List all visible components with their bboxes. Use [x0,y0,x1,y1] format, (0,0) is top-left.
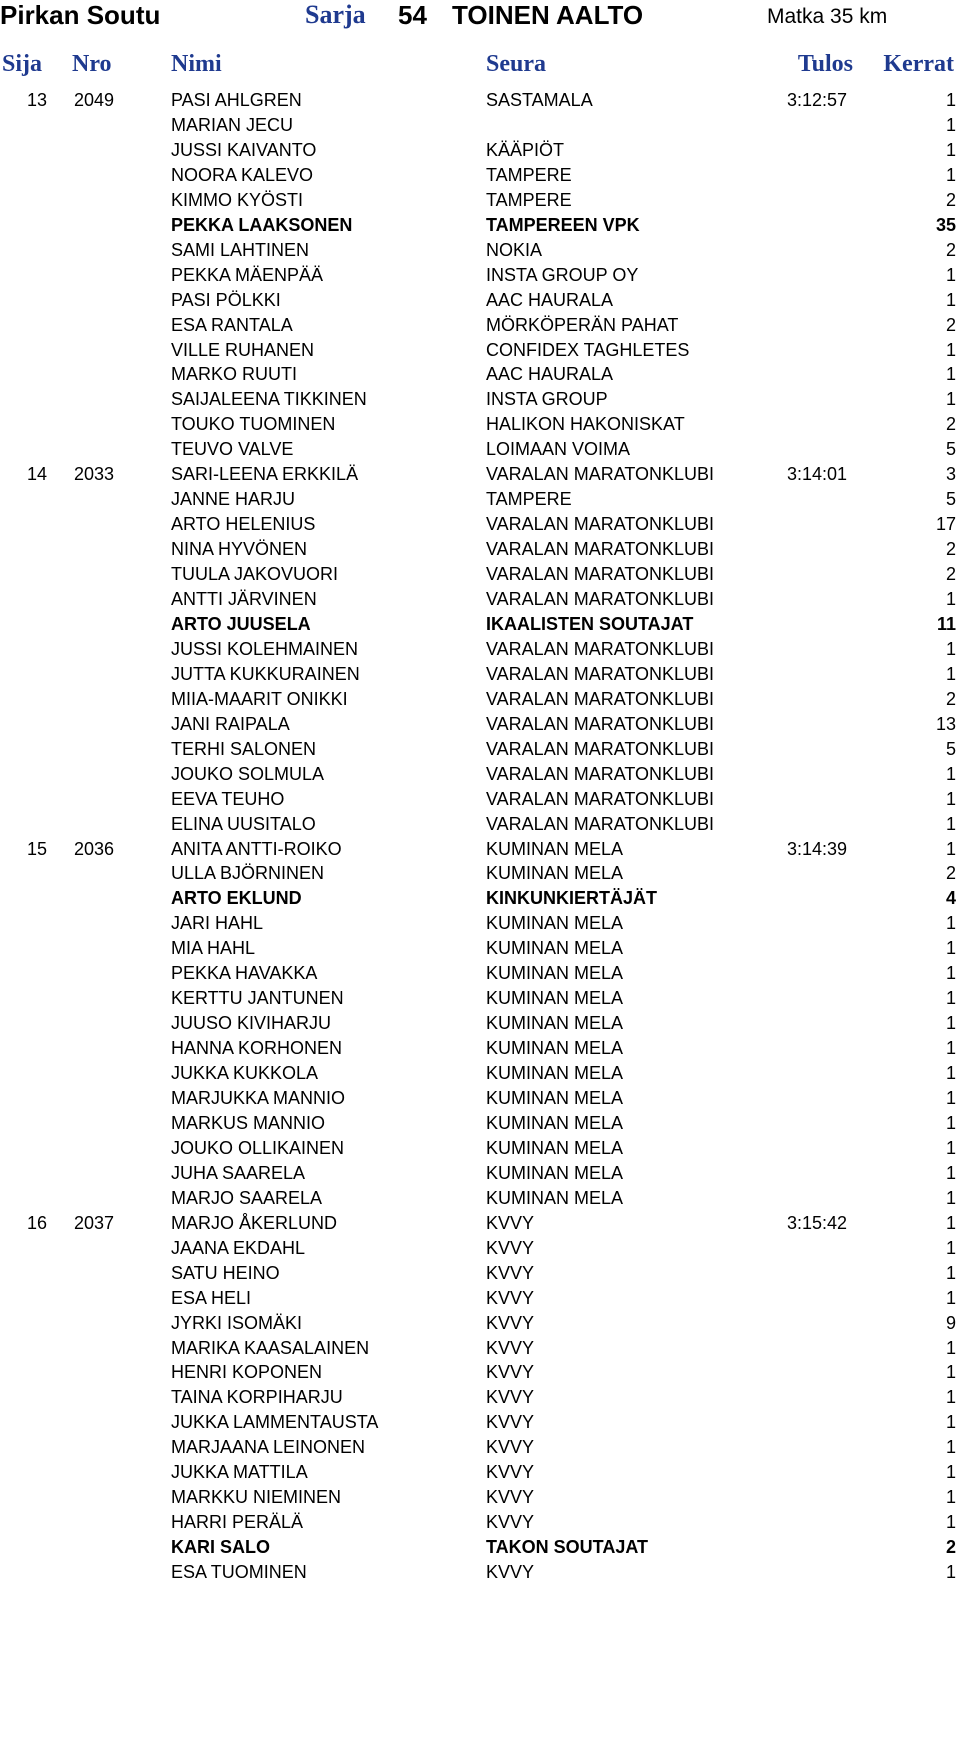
cell-kerrat: 1 [945,364,956,385]
table-row [0,288,960,312]
cell-seura: IKAALISTEN SOUTAJAT [486,613,694,634]
cell-nimi: ELINA UUSITALO [171,813,316,834]
sarja-name: TOINEN AALTO [452,0,644,30]
cell-seura: KUMINAN MELA [486,1162,624,1183]
cell-nimi: EEVA TEUHO [171,788,285,809]
cell-kerrat: 1 [945,1038,956,1059]
cell-kerrat: 2 [945,414,956,435]
cell-nimi: ARTO JUUSELA [171,613,311,634]
cell-kerrat: 1 [945,763,956,784]
cell-nimi: KIMMO KYÖSTI [171,189,304,210]
table-row [0,1186,960,1210]
table-row [0,861,960,885]
cell-seura: KUMINAN MELA [486,1038,624,1059]
cell-nimi: JUHA SAARELA [171,1162,306,1183]
cell-seura: KUMINAN MELA [486,963,624,984]
cell-kerrat: 1 [945,114,956,135]
cell-sija: 13 [27,90,48,110]
cell-seura: KVVY [486,1262,535,1283]
cell-sija: 16 [27,1212,48,1233]
cell-seura: TAMPERE [486,164,572,185]
cell-tulos: 3:12:57 [787,90,848,110]
cell-nimi: JUSSI KOLEHMAINEN [171,638,359,659]
cell-kerrat: 1 [945,913,956,934]
cell-kerrat: 1 [945,139,956,160]
cell-nimi: NINA HYVÖNEN [171,539,308,560]
table-row [0,512,960,536]
cell-kerrat: 1 [945,838,956,859]
cell-nimi: ARTO HELENIUS [171,514,316,535]
cell-nimi: VILLE RUHANEN [171,339,315,360]
cell-seura: KVVY [486,1312,535,1333]
cell-seura: KUMINAN MELA [486,1063,624,1084]
cell-kerrat: 1 [945,1187,956,1208]
cell-kerrat: 1 [945,813,956,834]
table-row [0,313,960,337]
cell-kerrat: 5 [945,439,956,460]
table-row [0,1086,960,1110]
cell-seura: VARALAN MARATONKLUBI [486,589,715,609]
cell-nimi: TOUKO TUOMINEN [171,414,336,435]
cell-nimi: PEKKA LAAKSONEN [171,214,353,235]
cell-nimi: JOUKO SOLMULA [171,763,325,784]
cell-kerrat: 1 [945,663,956,684]
page-header [0,0,960,36]
cell-seura: VARALAN MARATONKLUBI [486,564,715,585]
cell-seura: VARALAN MARATONKLUBI [486,788,715,809]
sarja-number: 54 [398,0,427,30]
cell-nimi: NOORA KALEVO [171,164,314,185]
cell-kerrat: 2 [945,189,956,210]
cell-kerrat: 1 [945,1237,956,1258]
table-row [0,587,960,611]
table-row [0,113,960,137]
table-row [0,1236,960,1260]
table-row [0,1136,960,1160]
cell-nimi: TEUVO VALVE [171,439,294,460]
cell-nimi: JUKKA KUKKOLA [171,1063,319,1084]
cell-sija: 14 [27,464,48,485]
cell-nimi: PASI AHLGREN [171,90,302,110]
cell-tulos: 3:14:39 [787,838,848,859]
cell-nimi: HARRI PERÄLÄ [171,1512,304,1533]
cell-kerrat: 1 [945,788,956,809]
cell-nimi: JYRKI ISOMÄKI [171,1312,303,1333]
cell-kerrat: 1 [945,589,956,609]
cell-nimi: PEKKA HAVAKKA [171,963,318,984]
table-row [0,1011,960,1035]
cell-kerrat: 1 [945,1412,956,1433]
cell-kerrat: 2 [945,863,956,884]
cell-kerrat: 4 [945,888,956,909]
cell-nimi: HENRI KOPONEN [171,1362,323,1383]
cell-kerrat: 1 [945,1387,956,1408]
table-row [0,1535,960,1559]
column-header-nro: Nro [72,51,112,77]
cell-sija: 15 [27,838,48,859]
cell-seura: KVVY [486,1287,535,1308]
table-row [0,1510,960,1534]
cell-seura: VARALAN MARATONKLUBI [486,539,715,560]
cell-kerrat: 1 [945,1337,956,1358]
cell-seura: KVVY [486,1512,535,1533]
cell-seura: CONFIDEX TAGHLETES [486,339,690,360]
cell-seura: TAMPEREEN VPK [486,214,640,235]
cell-seura: KUMINAN MELA [486,838,624,859]
table-row [0,138,960,162]
cell-kerrat: 3 [945,464,956,485]
table-row [0,886,960,910]
column-header-kerrat: Kerrat [883,51,954,77]
cell-seura: VARALAN MARATONKLUBI [486,713,715,734]
cell-seura: KUMINAN MELA [486,863,624,884]
table-row [0,437,960,461]
cell-seura: AAC HAURALA [486,364,614,385]
cell-nimi: HANNA KORHONEN [171,1038,343,1059]
cell-seura: KÄÄPIÖT [486,139,565,160]
cell-kerrat: 17 [935,514,956,535]
cell-seura: KUMINAN MELA [486,988,624,1009]
cell-kerrat: 11 [936,613,956,634]
cell-nimi: SAIJALEENA TIKKINEN [171,389,367,410]
table-row [0,562,960,586]
cell-kerrat: 1 [945,389,956,410]
cell-kerrat: 1 [945,938,956,959]
cell-nimi: JARI HAHL [171,913,264,934]
cell-seura: TAMPERE [486,489,572,510]
cell-nimi: PASI PÖLKKI [171,289,281,310]
table-row [0,238,960,262]
cell-seura: VARALAN MARATONKLUBI [486,638,715,659]
cell-nimi: TUULA JAKOVUORI [171,564,339,585]
cell-nimi: JUSSI KAIVANTO [171,139,317,160]
table-row [0,338,960,362]
cell-seura: NOKIA [486,239,543,260]
cell-kerrat: 1 [945,963,956,984]
cell-nro: 2036 [74,838,115,859]
cell-kerrat: 1 [945,264,956,285]
cell-seura: KUMINAN MELA [486,1013,624,1034]
cell-seura: VARALAN MARATONKLUBI [486,763,715,784]
cell-nimi: ANITA ANTTI-ROIKO [171,838,342,859]
cell-kerrat: 1 [945,1112,956,1133]
cell-seura: KUMINAN MELA [486,913,624,934]
table-row [0,163,960,187]
table-row [0,911,960,935]
cell-nimi: SATU HEINO [171,1262,280,1283]
table-row [0,1410,960,1434]
cell-seura: SASTAMALA [486,90,593,110]
cell-nimi: JUKKA LAMMENTAUSTA [171,1412,379,1433]
table-row [0,1385,960,1409]
cell-kerrat: 1 [945,1562,956,1583]
column-header-nimi: Nimi [171,51,222,77]
cell-seura: TAMPERE [486,189,572,210]
table-row [0,412,960,436]
cell-nro: 2037 [74,1212,115,1233]
cell-tulos: 3:15:42 [787,1212,848,1233]
cell-seura: VARALAN MARATONKLUBI [486,688,715,709]
cell-nimi: TERHI SALONEN [171,738,317,759]
cell-seura: KVVY [486,1462,535,1483]
table-row [0,1435,960,1459]
cell-kerrat: 1 [945,1512,956,1533]
cell-kerrat: 9 [945,1312,956,1333]
cell-nimi: ANTTI JÄRVINEN [171,589,317,609]
cell-seura: KUMINAN MELA [486,1187,624,1208]
cell-nimi: MIIA-MAARIT ONIKKI [171,688,348,709]
cell-kerrat: 1 [945,1212,956,1233]
table-row [0,737,960,761]
cell-seura: INSTA GROUP [486,389,608,410]
table-row [0,837,960,861]
cell-kerrat: 1 [945,339,956,360]
cell-kerrat: 5 [945,489,956,510]
cell-kerrat: 1 [945,1137,956,1158]
cell-seura: KUMINAN MELA [486,938,624,959]
table-row [0,88,960,112]
cell-kerrat: 1 [945,1362,956,1383]
cell-seura: MÖRKÖPERÄN PAHAT [486,314,679,335]
cell-nimi: TAINA KORPIHARJU [171,1387,343,1408]
cell-kerrat: 1 [945,988,956,1009]
table-row [0,936,960,960]
cell-seura: INSTA GROUP OY [486,264,639,285]
cell-kerrat: 1 [945,1437,956,1458]
table-row [0,1036,960,1060]
cell-seura: KVVY [486,1487,535,1508]
cell-nimi: ESA HELI [171,1287,252,1308]
table-row [0,787,960,811]
table-row [0,537,960,561]
table-row [0,1311,960,1335]
table-row [0,662,960,686]
cell-seura: HALIKON HAKONISKAT [486,414,685,435]
cell-seura: KVVY [486,1412,535,1433]
distance-label: Matka 35 km [767,5,888,28]
table-row [0,812,960,836]
column-header-sija: Sija [2,51,43,77]
table-row [0,1460,960,1484]
cell-kerrat: 1 [945,90,956,110]
table-row [0,213,960,237]
cell-nimi: JANNE HARJU [171,489,296,510]
cell-nimi: KARI SALO [171,1537,270,1558]
cell-nro: 2033 [74,464,115,485]
cell-nimi: SARI-LEENA ERKKILÄ [171,464,359,485]
cell-kerrat: 1 [945,1287,956,1308]
table-row [0,712,960,736]
cell-kerrat: 1 [945,1162,956,1183]
column-header-row [0,51,960,81]
event-title: Pirkan Soutu [0,0,161,30]
cell-nimi: PEKKA MÄENPÄÄ [171,264,324,285]
table-row [0,188,960,212]
cell-kerrat: 35 [935,214,956,235]
cell-nimi: SAMI LAHTINEN [171,239,310,260]
table-row [0,1336,960,1360]
cell-seura: KVVY [486,1337,535,1358]
cell-nimi: KERTTU JANTUNEN [171,988,344,1009]
cell-kerrat: 1 [945,164,956,185]
table-row [0,462,960,486]
cell-seura: KVVY [486,1212,535,1233]
cell-kerrat: 2 [945,314,956,335]
table-row [0,1261,960,1285]
cell-kerrat: 1 [945,1462,956,1483]
cell-seura: VARALAN MARATONKLUBI [486,663,715,684]
cell-seura: TAKON SOUTAJAT [486,1537,648,1558]
cell-kerrat: 1 [945,1013,956,1034]
cell-nimi: MARKO RUUTI [171,364,297,385]
cell-seura: VARALAN MARATONKLUBI [486,514,715,535]
cell-seura: LOIMAAN VOIMA [486,439,631,460]
table-row [0,1061,960,1085]
column-header-seura: Seura [486,51,546,77]
cell-seura: AAC HAURALA [486,289,614,310]
table-row [0,986,960,1010]
cell-tulos: 3:14:01 [787,464,848,485]
table-row [0,1485,960,1509]
sarja-label: Sarja [305,0,366,29]
cell-seura: KVVY [486,1387,535,1408]
cell-nimi: JUKKA MATTILA [171,1462,308,1483]
cell-nimi: MARIAN JECU [171,114,294,135]
cell-nimi: JANI RAIPALA [171,713,290,734]
table-row [0,1111,960,1135]
cell-seura: KUMINAN MELA [486,1088,624,1108]
cell-nimi: MARKUS MANNIO [171,1112,326,1133]
cell-kerrat: 1 [945,1487,956,1508]
table-row [0,487,960,511]
cell-kerrat: 5 [945,738,956,759]
table-row [0,612,960,636]
table-row [0,362,960,386]
cell-nimi: MARJO SAARELA [171,1187,323,1208]
table-row [0,1211,960,1235]
cell-nro: 2049 [74,90,115,110]
cell-seura: VARALAN MARATONKLUBI [486,464,715,485]
cell-seura: KUMINAN MELA [486,1137,624,1158]
cell-nimi: JUTTA KUKKURAINEN [171,663,360,684]
cell-kerrat: 2 [945,688,956,709]
table-row [0,637,960,661]
cell-nimi: MARJO ÅKERLUND [171,1212,338,1233]
cell-nimi: JUUSO KIVIHARJU [171,1013,332,1034]
cell-seura: KVVY [486,1562,535,1583]
cell-kerrat: 1 [945,638,956,659]
cell-nimi: JAANA EKDAHL [171,1237,306,1258]
cell-kerrat: 1 [945,289,956,310]
cell-kerrat: 1 [945,1063,956,1084]
cell-kerrat: 13 [935,713,956,734]
cell-nimi: JOUKO OLLIKAINEN [171,1137,345,1158]
column-header-tulos: Tulos [797,51,853,77]
table-row [0,687,960,711]
table-row [0,263,960,287]
cell-kerrat: 1 [945,1262,956,1283]
cell-nimi: ULLA BJÖRNINEN [171,863,325,884]
cell-seura: KINKUNKIERTÄJÄT [486,888,657,909]
cell-kerrat: 2 [945,539,956,560]
cell-kerrat: 2 [945,239,956,260]
cell-nimi: MIA HAHL [171,938,256,959]
cell-seura: VARALAN MARATONKLUBI [486,738,715,759]
cell-seura: KUMINAN MELA [486,1112,624,1133]
table-row [0,1560,960,1584]
cell-nimi: MARJUKKA MANNIO [171,1088,346,1108]
cell-seura: KVVY [486,1237,535,1258]
cell-kerrat: 2 [945,564,956,585]
table-row [0,387,960,411]
cell-seura: KVVY [486,1437,535,1458]
cell-nimi: MARKKU NIEMINEN [171,1487,342,1508]
cell-nimi: ARTO EKLUND [171,888,302,909]
cell-nimi: MARJAANA LEINONEN [171,1437,366,1458]
table-row [0,1161,960,1185]
table-row [0,1286,960,1310]
cell-nimi: ESA TUOMINEN [171,1562,307,1583]
table-row [0,1360,960,1384]
cell-nimi: ESA RANTALA [171,314,293,335]
table-row [0,762,960,786]
table-row [0,961,960,985]
cell-kerrat: 2 [945,1537,956,1558]
cell-seura: VARALAN MARATONKLUBI [486,813,715,834]
cell-kerrat: 1 [945,1088,956,1108]
cell-seura: KVVY [486,1362,535,1383]
cell-nimi: MARIKA KAASALAINEN [171,1337,370,1358]
